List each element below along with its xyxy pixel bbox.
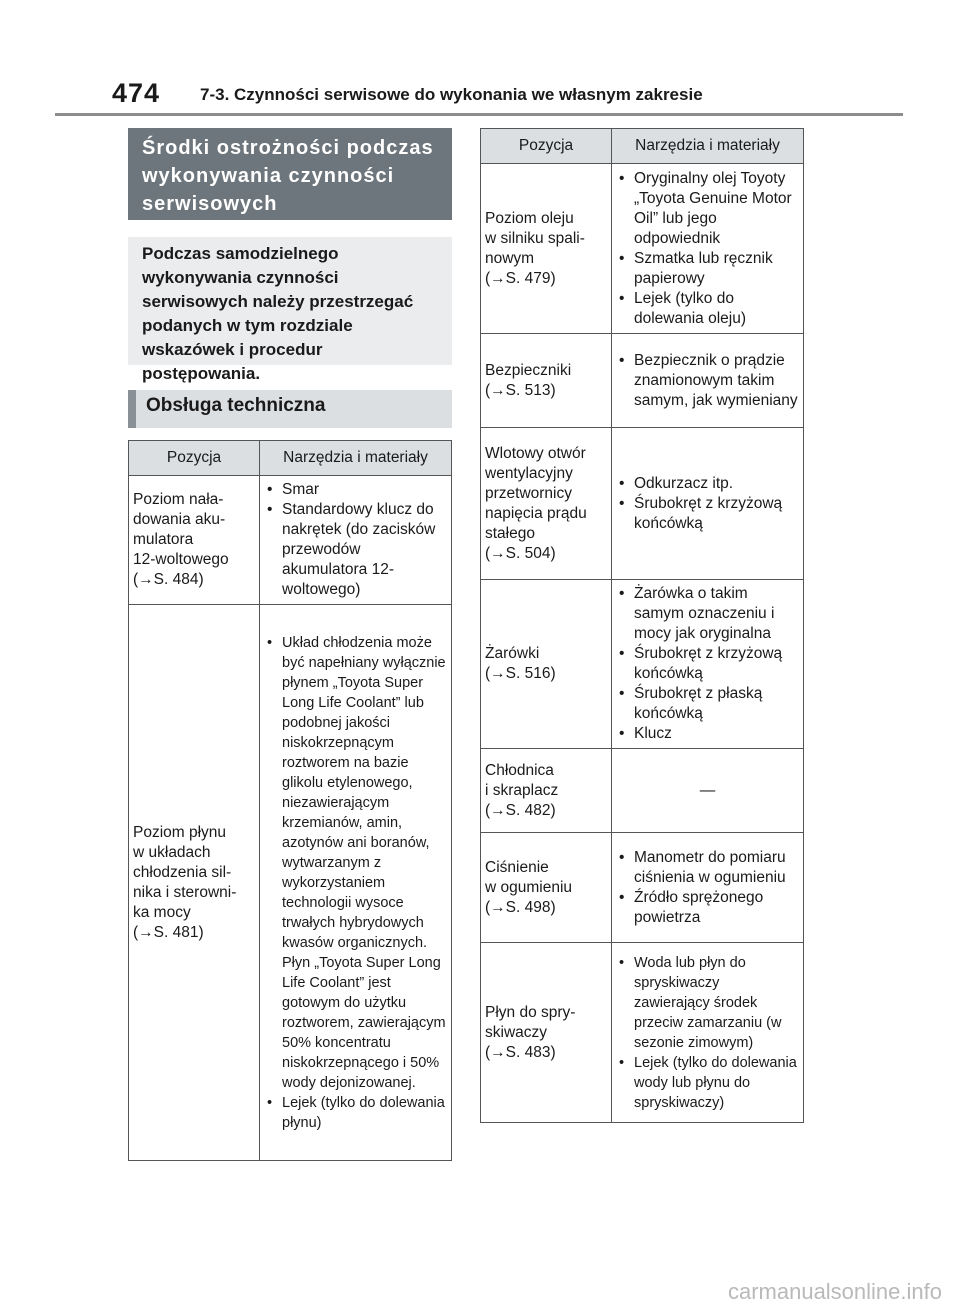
tools-list: [616, 351, 799, 411]
tools-cell: [260, 605, 452, 1161]
position-line: w ogumieniu: [485, 878, 573, 896]
position-line: nowym: [485, 249, 535, 267]
table-header-row: [481, 129, 804, 164]
position-line: Poziom nała-: [133, 491, 224, 508]
position-line: chłodzenia sil-: [133, 863, 232, 881]
position-line: Poziom oleju: [485, 209, 574, 227]
list-item: • Oryginalny olej Toyoty „Toyota Genuine Motor Oil” lub jego odpowiednik: [616, 169, 799, 249]
list-item: • Odkurzacz itp.: [616, 474, 799, 494]
position-line: nika i sterowni-: [133, 883, 237, 901]
tools-list: [616, 474, 799, 534]
tools-cell: [612, 943, 804, 1123]
table-row: [481, 334, 804, 428]
position-line: Poziom płynu: [133, 823, 227, 841]
position-line: mulatora: [133, 531, 194, 548]
position-cell: [481, 749, 612, 833]
tools-list: [616, 169, 799, 329]
tools-cell: [612, 833, 804, 943]
tools-cell: [612, 749, 804, 833]
position-line: napięcia prądu: [485, 504, 587, 522]
position-line: stałego: [485, 524, 535, 542]
tools-list: [616, 584, 799, 744]
watermark: carmanualsonline.info: [727, 1279, 942, 1304]
position-line: Ciśnienie: [485, 858, 549, 876]
list-item: • Lejek (tylko do dolewania wody lub płynu do spryskiwaczy): [616, 1053, 799, 1113]
tools-cell: [612, 428, 804, 580]
list-item: • Standardowy klucz do nakrętek (do zacisków przewodów akumulatora 12-woltowego): [264, 500, 447, 600]
position-line: 12-woltowego: [133, 551, 229, 568]
list-item: • Smar: [264, 480, 447, 500]
list-item: • Klucz: [616, 724, 799, 744]
table-row: [481, 943, 804, 1123]
empty-dash: —: [699, 781, 716, 799]
list-item: • Lejek (tylko do dolewania płynu): [264, 1093, 447, 1133]
list-item: • Śrubokręt z krzyżową końcówką: [616, 644, 799, 684]
position-line: skiwaczy: [485, 1023, 548, 1041]
list-item: • Śrubokręt z krzyżową końcówką: [616, 494, 799, 534]
position-line: (→S. 513): [485, 381, 556, 399]
table-row: [481, 833, 804, 943]
position-line: ka mocy: [133, 903, 191, 921]
position-cell: [481, 833, 612, 943]
intro-text: Podczas samodzielnego wykonywania czynności serwisowych należy przestrzegać podanych w tym rozdziale wskazówek i procedur postępowania.: [128, 237, 452, 365]
header-position: Pozycja: [129, 441, 260, 476]
tools-list: [264, 480, 447, 600]
position-line: (→S. 498): [485, 898, 556, 916]
header-tools: Narzędzia i materiały: [260, 441, 452, 476]
header-divider: [55, 113, 903, 116]
tools-cell: [260, 476, 452, 605]
position-line: przetwornicy: [485, 484, 572, 502]
position-line: (→S. 481): [133, 923, 204, 941]
header-position: Pozycja: [481, 129, 612, 164]
table-row: [481, 428, 804, 580]
position-line: (→S. 482): [485, 801, 556, 819]
position-cell: [481, 334, 612, 428]
page-number: 474: [112, 78, 161, 108]
tools-cell: [612, 580, 804, 749]
position-line: (→S. 504): [485, 544, 556, 562]
position-line: w układach: [133, 843, 211, 861]
position-line: Żarówki: [485, 645, 540, 662]
position-cell: [481, 580, 612, 749]
chapter-title: 7-3. Czynności serwisowe do wykonania we własnym zakresie: [200, 85, 703, 104]
position-line: (→S. 483): [485, 1043, 556, 1061]
tools-cell: [612, 164, 804, 334]
subsection-title: Obsługa techniczna: [128, 390, 452, 428]
table-row: [481, 580, 804, 749]
table-header-row: [129, 441, 452, 476]
list-item: • Źródło sprężonego powietrza: [616, 888, 799, 928]
position-line: w silniku spali-: [485, 229, 585, 247]
position-cell: [481, 428, 612, 580]
list-item: • Bezpiecznik o prądzie znamionowym takim samym, jak wymieniany: [616, 351, 799, 411]
position-line: Płyn do spry-: [485, 1003, 576, 1021]
position-line: Bezpieczniki: [485, 361, 572, 379]
position-cell: [129, 605, 260, 1161]
section-title: Środki ostrożności podczas wykonywania czynności serwisowych: [128, 128, 452, 220]
position-cell: [481, 164, 612, 334]
tools-list: [616, 953, 799, 1113]
list-item: • Układ chłodzenia może być napełniany wyłącznie płynem „Toyota Super Long Life Coolant” lub podobnej jakości niskokrzepnącym roztworem na bazie glikolu etylenowego, niezawierającym krzemianów, amin, azotynów ani boranów, wytwarzanym z wykorzystaniem technologii wysoce trwałych hybrydowych kwasów organicznych. Płyn „Toyota Super Long Life Coolant” jest gotowym do użytku roztworem, zawierającym 50% koncentratu niskokrzepnącego i 50% wody dejonizowanej.: [264, 633, 447, 1093]
table-row: [481, 164, 804, 334]
position-line: Wlotowy otwór: [485, 444, 586, 462]
table-row: [129, 605, 452, 1161]
table-row: [481, 749, 804, 833]
tools-cell: [612, 334, 804, 428]
list-item: • Manometr do pomiaru ciśnienia w ogumieniu: [616, 848, 799, 888]
header-tools: Narzędzia i materiały: [612, 129, 804, 164]
position-line: i skraplacz: [485, 781, 559, 799]
tools-list: [616, 848, 799, 928]
list-item: • Woda lub płyn do spryskiwaczy zawierający środek przeciw zamarzaniu (w sezonie zimowym): [616, 953, 799, 1053]
position-cell: [129, 476, 260, 605]
maintenance-table-left: [128, 440, 452, 1161]
table-row: [129, 476, 452, 605]
position-line: Chłodnica: [485, 761, 554, 779]
list-item: • Śrubokręt z płaską końcówką: [616, 684, 799, 724]
maintenance-table-right: [480, 128, 804, 1123]
list-item: • Lejek (tylko do dolewania oleju): [616, 289, 799, 329]
position-cell: [481, 943, 612, 1123]
position-line: dowania aku-: [133, 511, 226, 528]
position-line: wentylacyjny: [485, 464, 573, 482]
list-item: • Szmatka lub ręcznik papierowy: [616, 249, 799, 289]
position-line: (→S. 516): [485, 665, 556, 682]
tools-list: [264, 633, 447, 1133]
position-line: (→S. 479): [485, 269, 556, 287]
list-item: • Żarówka o takim samym oznaczeniu i mocy jak oryginalna: [616, 584, 799, 644]
position-line: (→S. 484): [133, 571, 204, 588]
